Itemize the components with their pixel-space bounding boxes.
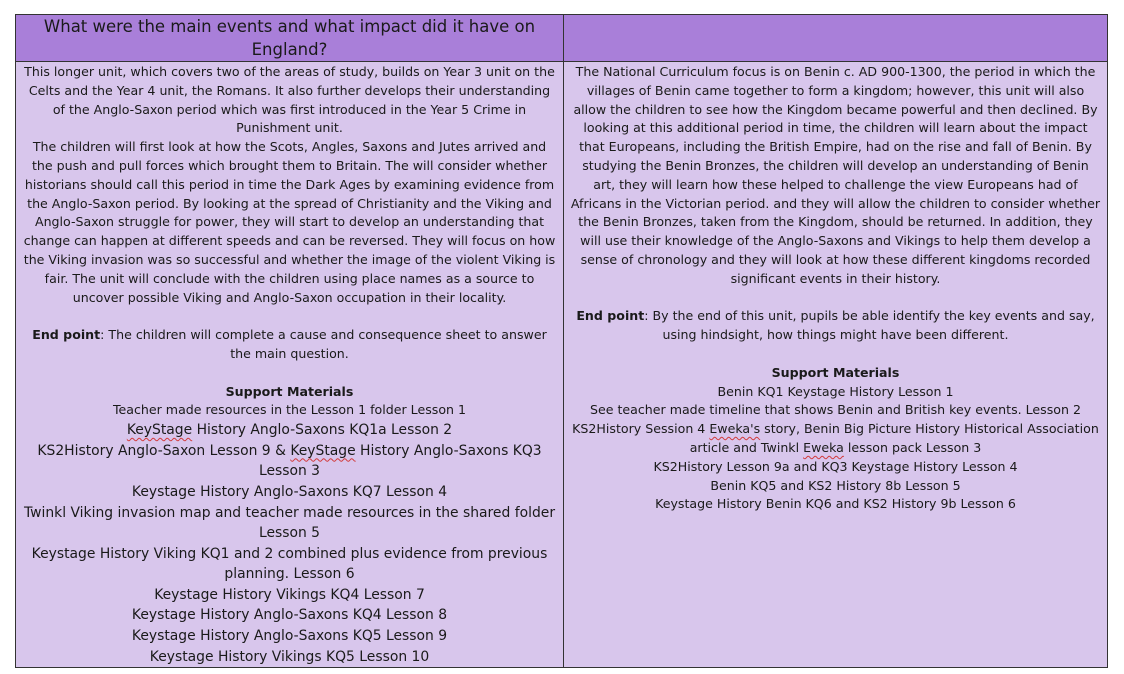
left-end-point: End point: The children will complete a cause and consequence sheet to answer the main question. — [32, 327, 547, 361]
right-support-item: KS2History Lesson 9a and KQ3 Keystage History Lesson 4 — [653, 458, 1018, 474]
right-support-item: Benin KQ5 and KS2 History 8b Lesson 5 — [710, 477, 961, 493]
left-support-item: Teacher made resources in the Lesson 1 folder Lesson 1 — [112, 402, 467, 418]
left-support-item: Keystage History Anglo-Saxons KQ7 Lesson 4 — [131, 483, 448, 500]
content-row — [16, 62, 1108, 668]
anglo-saxon-viking-cell — [16, 62, 564, 668]
header-right-cell — [564, 15, 1108, 62]
left-overview: The children will first look at how the Scots, Angles, Saxons and Jutes arrived and the push and pull forces which brought them to Britain. The will consider whether historians should call this period in time the Dark Ages by examining evidence from the Anglo-Saxon period. By looking at the spread of Christianity and the Viking and Anglo-Saxon struggle for power, they will start to develop an understanding that change can happen at different speeds and can be reversed. They will focus on how the Viking invasion was so successful and whether the image of the violent Viking is fair. The unit will conclude with the children using place names as a source to uncover possible Viking and Anglo-Saxon occupation in their locality. — [23, 139, 556, 305]
left-support-item: Keystage History Anglo-Saxons KQ4 Lesson 8 — [131, 607, 448, 624]
right-support-item: KS2History Session 4 Eweka's story, Benin Big Picture History Historical Association article and Twinkl Eweka lesson pack Lesson 3 — [572, 421, 1099, 455]
left-support-heading: Support Materials — [225, 383, 354, 399]
left-support-item: Keystage History Anglo-Saxons KQ5 Lesson 9 — [131, 628, 448, 645]
left-support-item: Twinkl Viking invasion map and teacher made resources in the shared folder Lesson 5 — [23, 504, 556, 542]
header-row — [16, 15, 1108, 62]
end-point-label: End point — [576, 308, 645, 324]
left-support-item: KeyStage History Anglo-Saxons KQ1a Lesson 2 — [126, 422, 453, 439]
right-support-item: Benin KQ1 Keystage History Lesson 1 — [717, 383, 954, 399]
benin-cell — [564, 62, 1108, 668]
main-question: What were the main events and what impact did it have on England? — [43, 17, 536, 59]
left-support-item: Keystage History Viking KQ1 and 2 combined plus evidence from previous planning. Lesson 6 — [31, 545, 548, 583]
planning-table — [15, 14, 1108, 668]
left-support-item: KS2History Anglo-Saxon Lesson 9 & KeyStage History Anglo-Saxons KQ3 Lesson 3 — [37, 442, 542, 480]
left-support-item: Keystage History Vikings KQ5 Lesson 10 — [149, 648, 430, 665]
main-question-cell — [16, 15, 564, 62]
right-end-point: End point: By the end of this unit, pupils be able identify the key events and say, using hindsight, how things might have been different. — [576, 308, 1095, 343]
right-support-heading: Support Materials — [771, 364, 900, 380]
right-intro: The National Curriculum focus is on Benin c. AD 900-1300, the period in which the villages of Benin came together to form a kingdom; however, this unit will also allow the children to see how the Kingdom became powerful and then declined. By looking at this additional period in time, the children will learn about the impact that Europeans, including the British Empire, had on the rise and fall of Benin. By studying the Benin Bronzes, the children will develop an understanding of Benin art, they will learn how these helped to challenge the view Europeans had of Africans in the Victorian period. and they will allow the children to consider whether the Benin Bronzes, taken from the Kingdom, should be returned. In addition, they will use their knowledge of the Anglo-Saxons and Vikings to help them develop a sense of chronology and they will look at how these different kingdoms recorded significant events in their history. — [570, 64, 1101, 286]
left-support-item: Keystage History Vikings KQ4 Lesson 7 — [154, 586, 425, 603]
right-support-item: Keystage History Benin KQ6 and KS2 History 9b Lesson 6 — [655, 496, 1016, 512]
left-intro: This longer unit, which covers two of the areas of study, builds on Year 3 unit on the Celts and the Year 4 unit, the Romans. It also further develops their understanding of the Anglo-Saxon period which was first introduced in the Year 5 Crime in Punishment unit. — [24, 64, 555, 136]
end-point-label: End point — [32, 327, 101, 343]
right-support-item: See teacher made timeline that shows Benin and British key events. Lesson 2 — [589, 402, 1082, 418]
